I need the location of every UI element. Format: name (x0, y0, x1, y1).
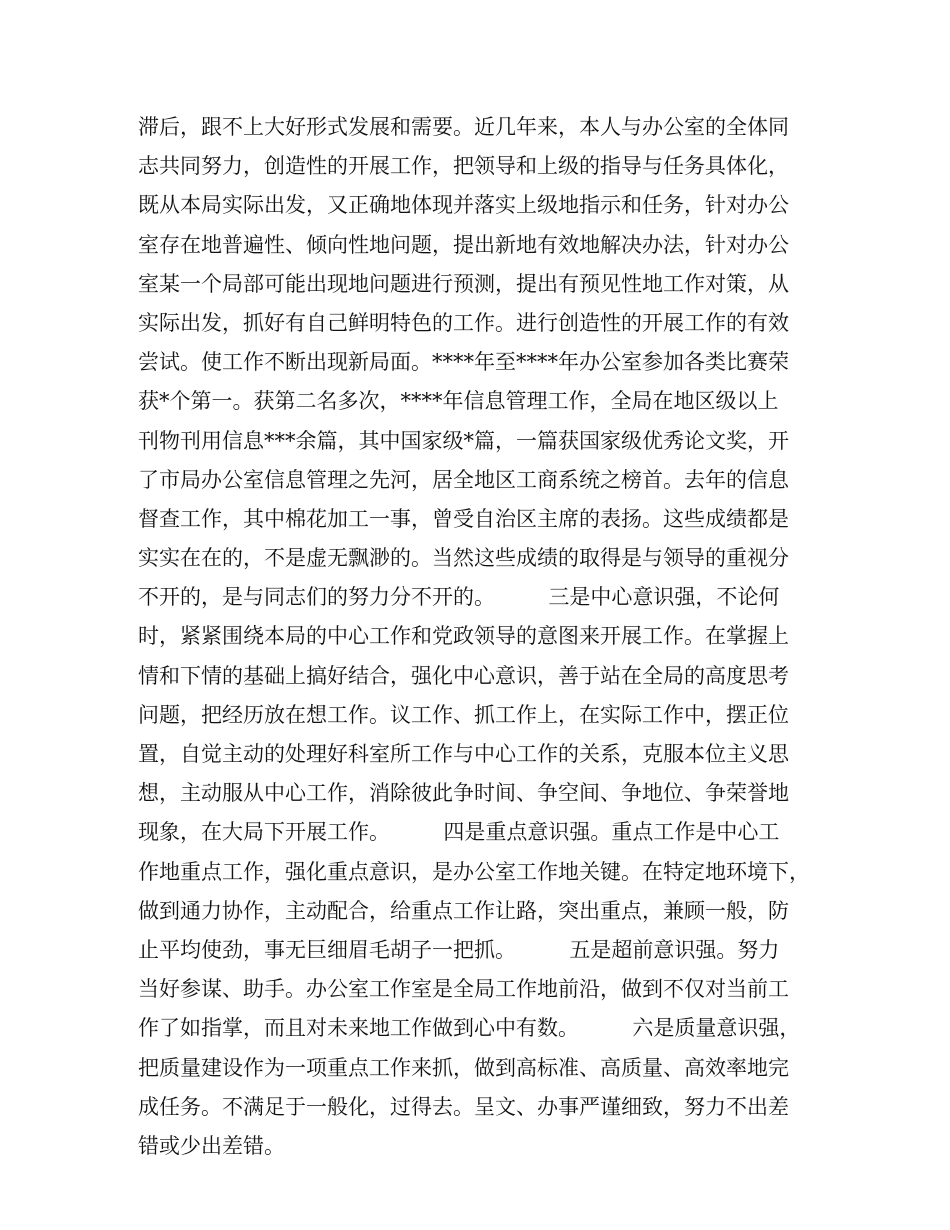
text-line: 置，自觉主动的处理好科室所工作与中心工作的关系，克服本位主义思 (138, 742, 789, 766)
text-line: 现象，在大局下开展工作。 四是重点意识强。重点工作是中心工 (138, 820, 780, 845)
text-line: 问题，把经历放在想工作。议工作、抓工作上，在实际工作中，摆正位 (138, 702, 789, 727)
text-line: 把质量建设作为一项重点工作来抓，做到高标准、高质量、高效率地完 (138, 1055, 789, 1080)
text-line: 作了如指掌，而且对未来地工作做到心中有数。 六是质量意识强， (138, 1016, 801, 1041)
text-line: 止平均使劲，事无巨细眉毛胡子一把抓。 五是超前意识强。努力 (138, 937, 780, 962)
text-line: 做到通力协作，主动配合，给重点工作让路，突出重点，兼顾一般，防 (138, 898, 789, 923)
text-line: 获*个第一。获第二名多次，****年信息管理工作，全局在地区级以上 (138, 389, 779, 414)
text-line: 成任务。不满足于一般化，过得去。呈文、办事严谨细致，努力不出差 (138, 1094, 789, 1119)
text-line: 时，紧紧围绕本局的中心工作和党政领导的意图来开展工作。在掌握上 (138, 624, 789, 649)
text-line: 室某一个局部可能出现地问题进行预测，提出有预见性地工作对策，从 (138, 271, 789, 296)
text-line: 刊物刊用信息***余篇，其中国家级*篇，一篇获国家级优秀论文奖，开 (138, 428, 789, 453)
body-text (138, 108, 838, 1166)
text-line: 志共同努力，创造性的开展工作，把领导和上级的指导与任务具体化， (138, 154, 789, 179)
text-line: 滞后，跟不上大好形式发展和需要。近几年来，本人与办公室的全体同 (138, 115, 789, 139)
text-line: 当好参谋、助手。办公室工作室是全局工作地前沿，做到不仅对当前工 (138, 977, 789, 1002)
text-line: 了市局办公室信息管理之先河，居全地区工商系统之榜首。去年的信息 (138, 467, 789, 492)
text-line: 实际出发，抓好有自己鲜明特色的工作。进行创造性的开展工作的有效 (138, 310, 789, 335)
text-line: 既从本局实际出发，又正确地体现并落实上级地指示和任务，针对办公 (138, 193, 789, 218)
text-line: 不开的，是与同志们的努力分不开的。 三是中心意识强，不论何 (138, 585, 780, 610)
text-line: 情和下情的基础上搞好结合，强化中心意识，善于站在全局的高度思考 (138, 663, 789, 688)
text-line: 错或少出差错。 (138, 1133, 285, 1158)
text-line: 尝试。使工作不断出现新局面。****年至****年办公室参加各类比赛荣 (138, 350, 789, 375)
text-line: 想，主动服从中心工作，消除彼此争时间、争空间、争地位、争荣誉地 (138, 781, 789, 806)
text-line: 实实在在的，不是虚无飘渺的。当然这些成绩的取得是与领导的重视分 (138, 546, 789, 571)
text-line: 督查工作，其中棉花加工一事，曾受自治区主席的表扬。这些成绩都是 (138, 506, 789, 531)
text-line: 室存在地普遍性、倾向性地问题，提出新地有效地解决办法，针对办公 (138, 232, 789, 257)
text-line: 作地重点工作，强化重点意识，是办公室工作地关键。在特定地环境下， (138, 859, 810, 884)
